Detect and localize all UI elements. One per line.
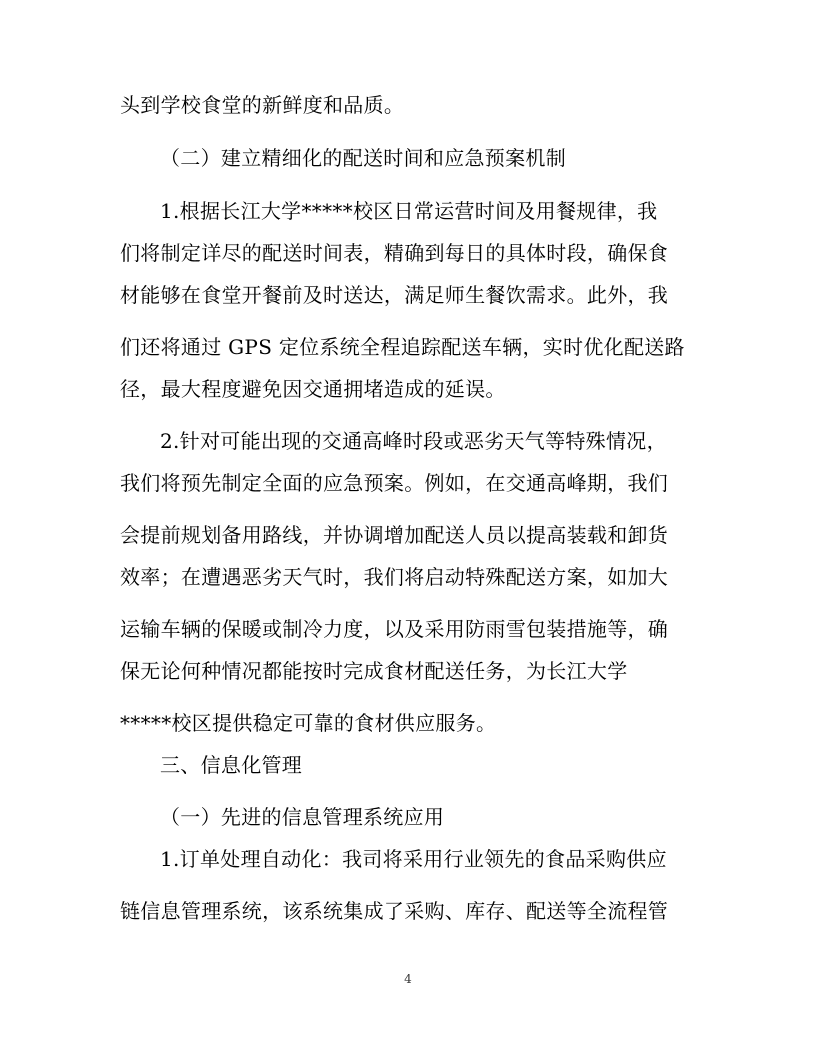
text-line: 运输车辆的保暖或制冷力度，以及采用防雨雪包装措施等，确 <box>120 617 669 641</box>
section-heading: 三、信息化管理 <box>160 753 303 777</box>
text-line: 2.针对可能出现的交通高峰时段或恶劣天气等特殊情况， <box>160 429 667 453</box>
text-line: 们还将通过 GPS 定位系统全程追踪配送车辆，实时优化配送路 <box>120 335 685 359</box>
text-line: 链信息管理系统，该系统集成了采购、库存、配送等全流程管 <box>120 899 669 923</box>
text-line: 我们将预先制定全面的应急预案。例如，在交通高峰期，我们 <box>120 471 669 495</box>
text-line: 1.订单处理自动化：我司将采用行业领先的食品采购供应 <box>160 847 667 871</box>
text-line: *****校区提供稳定可靠的食材供应服务。 <box>120 711 497 735</box>
page-number: 4 <box>404 972 412 986</box>
section-heading: （二）建立精细化的配送时间和应急预案机制 <box>160 146 566 170</box>
text-line: 1.根据长江大学*****校区日常运营时间及用餐规律，我 <box>160 199 658 223</box>
text-line: 会提前规划备用路线，并协调增加配送人员以提高装载和卸货 <box>120 523 669 547</box>
text-line: 材能够在食堂开餐前及时送达，满足师生餐饮需求。此外，我 <box>120 283 669 307</box>
text-line: 头到学校食堂的新鲜度和品质。 <box>120 93 405 117</box>
text-line: 效率；在遭遇恶劣天气时，我们将启动特殊配送方案，如加大 <box>120 565 669 589</box>
section-heading: （一）先进的信息管理系统应用 <box>160 805 445 829</box>
text-line: 保无论何种情况都能按时完成食材配送任务，为长江大学 <box>120 659 628 683</box>
text-line: 径，最大程度避免因交通拥堵造成的延误。 <box>120 377 506 401</box>
text-line: 们将制定详尽的配送时间表，精确到每日的具体时段，确保食 <box>120 241 669 265</box>
